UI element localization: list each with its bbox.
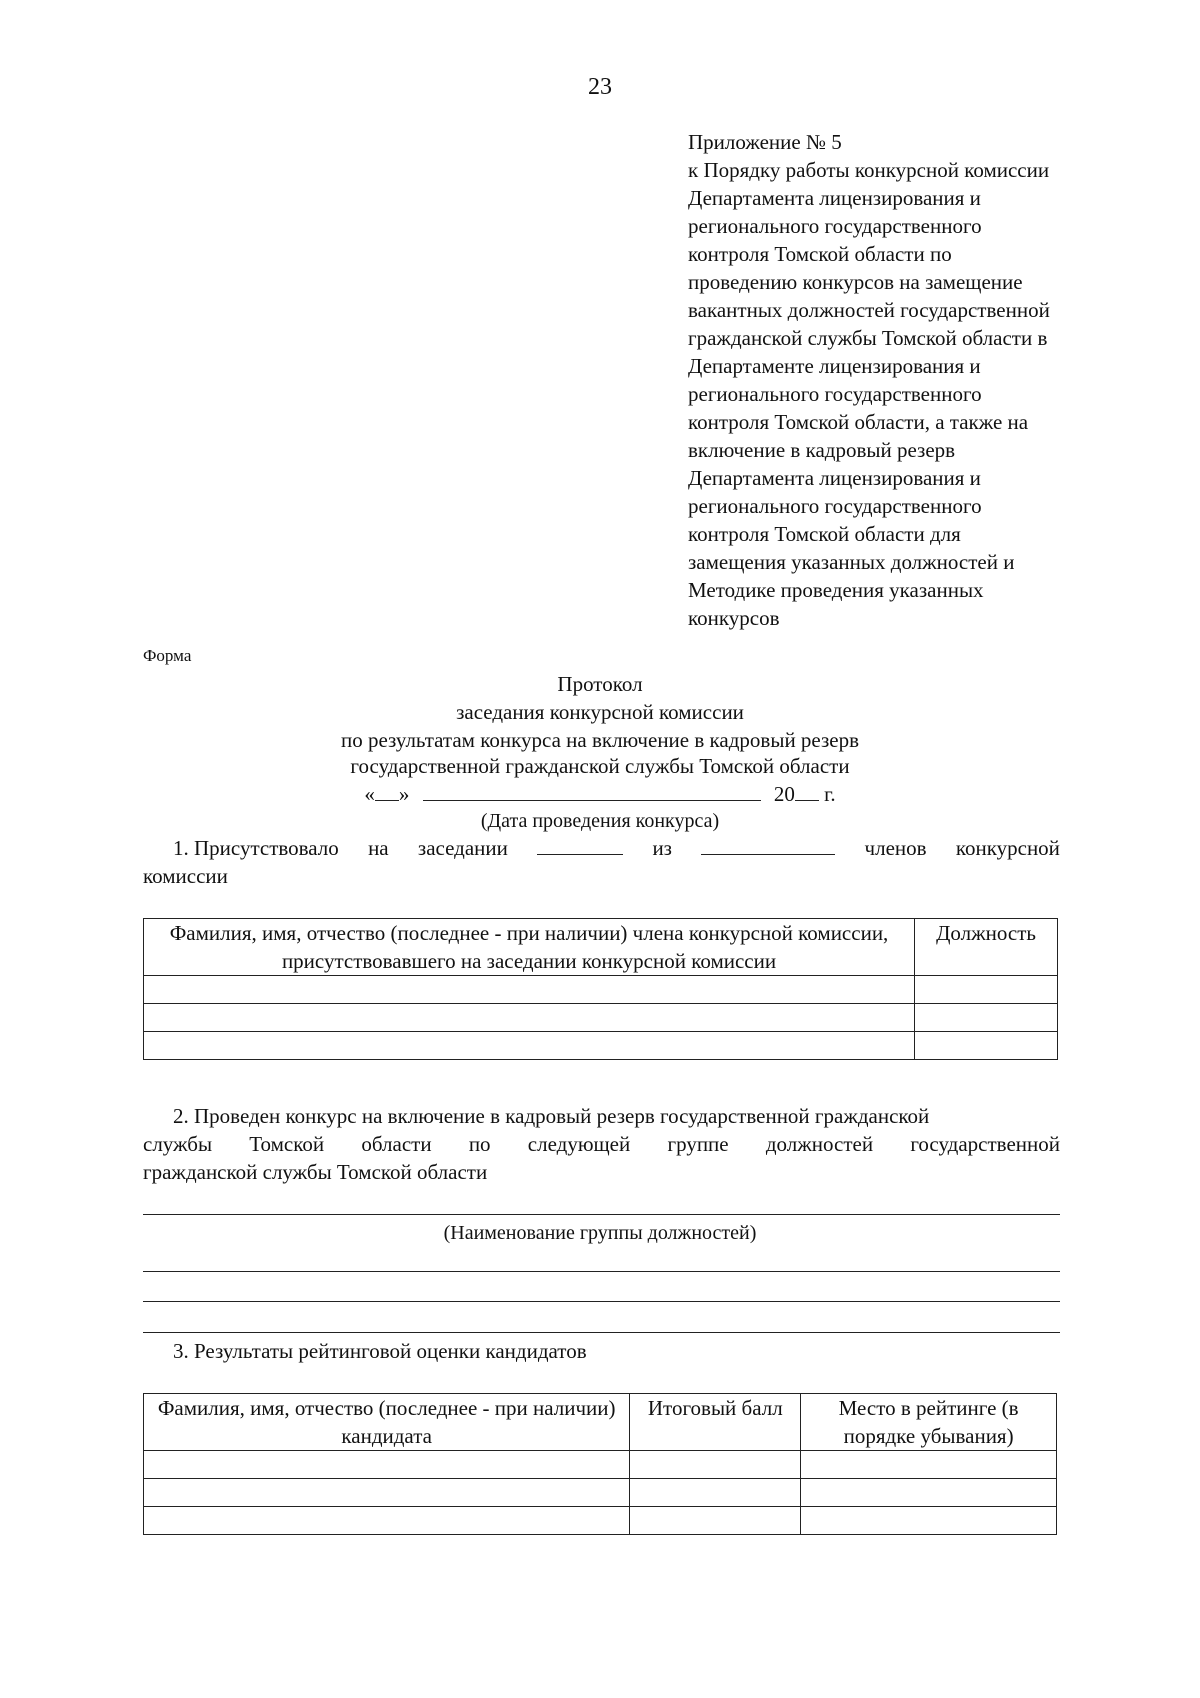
appendix-line: Приложение № 5 xyxy=(688,130,842,154)
table-cell[interactable] xyxy=(144,976,915,1004)
section3-heading: 3. Результаты рейтинговой оценки кандидатов xyxy=(173,1339,587,1363)
table-cell[interactable] xyxy=(144,1004,915,1032)
table-cell[interactable] xyxy=(801,1507,1057,1535)
column-header-score: Итоговый балл xyxy=(630,1394,801,1451)
table-row xyxy=(144,1507,1057,1535)
table-header-row xyxy=(144,919,1058,976)
section1-word: конкурсной xyxy=(955,836,1060,860)
appendix-line: к Порядку работы конкурсной комиссии xyxy=(688,158,1050,182)
column-header-rank: Место в рейтинге (в порядке убывания) xyxy=(801,1394,1057,1451)
month-blank[interactable] xyxy=(423,780,761,801)
table-cell[interactable] xyxy=(915,1032,1058,1060)
appendix-line: регионального государственного xyxy=(688,214,982,238)
date-line xyxy=(0,780,1200,808)
column-header-position: Должность xyxy=(915,919,1058,976)
members-table xyxy=(143,918,1058,1060)
title-line: государственной гражданской службы Томской области xyxy=(350,754,850,778)
section2-word: Томской xyxy=(249,1132,325,1156)
section2-word: области xyxy=(361,1132,432,1156)
appendix-line: контроля Томской области, а также на xyxy=(688,410,1029,434)
table-cell[interactable] xyxy=(630,1507,801,1535)
table-cell[interactable] xyxy=(144,1479,630,1507)
appendix-line: Департамента лицензирования и xyxy=(688,186,981,210)
appendix-line: вакантных должностей государственной xyxy=(688,298,1050,322)
section1-word: из xyxy=(652,836,672,860)
column-header-name: Фамилия, имя, отчество (последнее - при наличии) члена конкурсной комиссии, присутствовавшего на заседании конкурсной комиссии xyxy=(144,919,915,976)
table-cell[interactable] xyxy=(630,1479,801,1507)
date-caption: (Дата проведения конкурса) xyxy=(480,810,720,832)
section1-word: заседании xyxy=(417,836,508,860)
table-row xyxy=(144,1004,1058,1032)
year-prefix: 20 xyxy=(773,782,795,806)
section1-paragraph xyxy=(143,834,1060,890)
appendix-line: регионального государственного xyxy=(688,382,982,406)
table-cell[interactable] xyxy=(144,1032,915,1060)
table-header-row xyxy=(144,1394,1057,1451)
appendix-line: Методике проведения указанных xyxy=(688,578,984,602)
page-number: 23 xyxy=(588,74,612,100)
appendix-line: Департаменте лицензирования и xyxy=(688,354,981,378)
appendix-line: Департамента лицензирования и xyxy=(688,466,981,490)
table-cell[interactable] xyxy=(144,1451,630,1479)
table-row xyxy=(144,1032,1058,1060)
close-quote: » xyxy=(398,782,410,806)
open-quote: « xyxy=(364,782,375,806)
section2-word: по xyxy=(468,1132,491,1156)
section2-word: должностей xyxy=(765,1132,874,1156)
table-cell[interactable] xyxy=(801,1451,1057,1479)
day-blank[interactable] xyxy=(375,780,399,801)
ratings-table xyxy=(143,1393,1057,1535)
table-row xyxy=(144,1479,1057,1507)
position-group-line[interactable] xyxy=(143,1301,1060,1302)
position-group-line[interactable] xyxy=(143,1214,1060,1215)
year-suffix: г. xyxy=(824,782,836,806)
table-cell[interactable] xyxy=(915,976,1058,1004)
section2-word: следующей xyxy=(527,1132,631,1156)
appendix-line: гражданской службы Томской области в xyxy=(688,326,1048,350)
appendix-line: включение в кадровый резерв xyxy=(688,438,956,462)
position-group-caption: (Наименование группы должностей) xyxy=(443,1222,757,1244)
section2-line1 xyxy=(143,1102,1060,1130)
form-label: Форма xyxy=(143,646,192,665)
section2-line2 xyxy=(143,1130,1060,1158)
section1-word: 1. Присутствовало xyxy=(173,836,339,860)
section2-text: 2. Проведен конкурс на включение в кадровый резерв государственной гражданской xyxy=(173,1104,930,1128)
appendix-block xyxy=(688,128,1158,632)
section1-word: на xyxy=(368,836,389,860)
position-group-line[interactable] xyxy=(143,1271,1060,1272)
section2-word: государственной xyxy=(910,1132,1060,1156)
table-row xyxy=(144,1451,1057,1479)
appendix-line: замещения указанных должностей и xyxy=(688,550,1015,574)
section1-line2: комиссии xyxy=(143,864,228,888)
section2-line3: гражданской службы Томской области xyxy=(143,1160,488,1184)
table-cell[interactable] xyxy=(144,1507,630,1535)
total-count-blank[interactable] xyxy=(701,834,835,855)
table-row xyxy=(144,976,1058,1004)
present-count-blank[interactable] xyxy=(537,834,623,855)
section2-word: группе xyxy=(667,1132,729,1156)
appendix-line: проведению конкурсов на замещение xyxy=(688,270,1023,294)
title-line: по результатам конкурса на включение в кадровый резерв xyxy=(340,728,860,752)
section1-line1 xyxy=(143,834,1060,862)
section2-paragraph xyxy=(143,1102,1060,1186)
year-blank[interactable] xyxy=(795,780,819,801)
table-cell[interactable] xyxy=(915,1004,1058,1032)
table-cell[interactable] xyxy=(630,1451,801,1479)
document-title: Протокол xyxy=(557,672,643,696)
appendix-line: контроля Томской области для xyxy=(688,522,961,546)
section2-word: службы xyxy=(143,1132,213,1156)
position-group-line[interactable] xyxy=(143,1332,1060,1333)
section1-word: членов xyxy=(864,836,927,860)
table-cell[interactable] xyxy=(801,1479,1057,1507)
column-header-candidate: Фамилия, имя, отчество (последнее - при наличии) кандидата xyxy=(144,1394,630,1451)
appendix-line: контроля Томской области по xyxy=(688,242,952,266)
appendix-line: конкурсов xyxy=(688,606,780,630)
appendix-line: регионального государственного xyxy=(688,494,982,518)
title-line: заседания конкурсной комиссии xyxy=(456,700,744,724)
